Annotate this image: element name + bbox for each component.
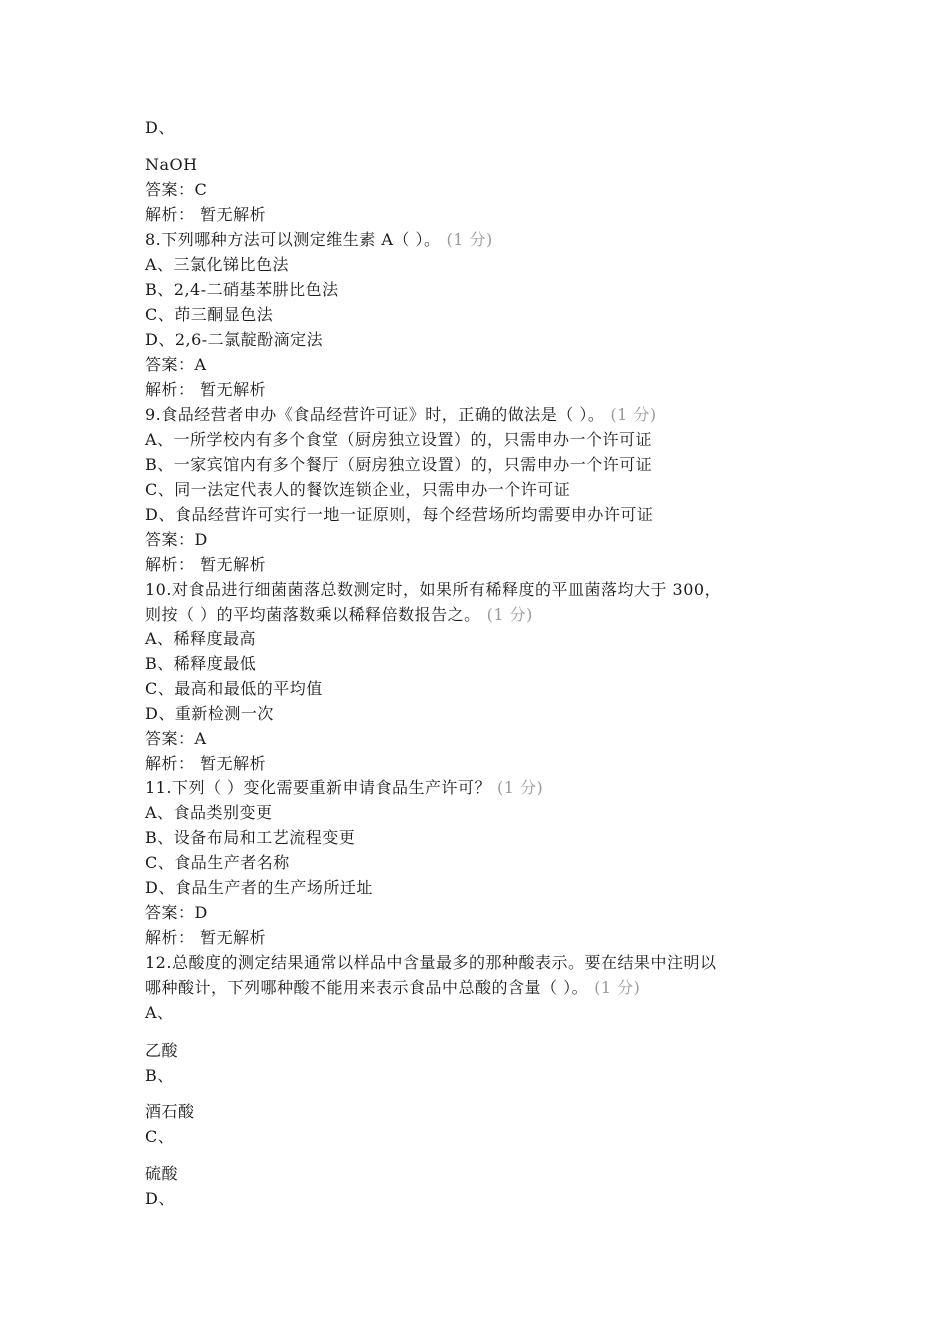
text-line <box>145 778 543 798</box>
text-line <box>145 679 323 699</box>
line-text: D、 <box>145 118 175 137</box>
text-line <box>145 1041 178 1061</box>
line-text: D、 <box>145 1189 175 1208</box>
line-text: 解析： 暂无解析 <box>145 380 267 399</box>
line-text: D、2,6-二氯靛酚滴定法 <box>145 330 324 349</box>
line-text: D、食品生产者的生产场所迁址 <box>145 878 373 897</box>
text-line <box>145 280 339 300</box>
text-line <box>145 803 273 823</box>
text-line <box>145 530 208 550</box>
line-text: B、一家宾馆内有多个餐厅（厨房独立设置）的，只需申办一个许可证 <box>145 455 653 474</box>
line-text: 解析： 暂无解析 <box>145 555 267 574</box>
text-line <box>145 828 355 848</box>
line-text: 答案：A <box>145 355 207 374</box>
text-line <box>145 380 266 400</box>
line-text: D、重新检测一次 <box>145 704 274 723</box>
line-text: 解析： 暂无解析 <box>145 928 267 947</box>
line-text: 答案：D <box>145 530 208 549</box>
line-text: 乙酸 <box>145 1041 179 1060</box>
score-label: (1 分) <box>446 230 493 249</box>
text-line <box>145 978 640 998</box>
line-text: 答案：A <box>145 729 207 748</box>
text-line <box>145 878 373 898</box>
text-line <box>145 230 493 250</box>
text-line <box>145 953 716 973</box>
text-line <box>145 305 273 325</box>
line-text: 则按（ ）的平均菌落数乘以稀释倍数报告之。 <box>145 605 481 624</box>
text-line <box>145 155 198 175</box>
line-text: A、食品类别变更 <box>145 803 273 822</box>
line-text: A、稀释度最高 <box>145 629 257 648</box>
text-line <box>145 205 266 225</box>
line-text: D、食品经营许可实行一地一证原则，每个经营场所均需要申办许可证 <box>145 505 654 524</box>
text-line <box>145 1189 175 1209</box>
text-line <box>145 1164 178 1184</box>
line-text: A、 <box>145 1003 174 1022</box>
text-line <box>145 754 266 774</box>
line-text: 解析： 暂无解析 <box>145 205 267 224</box>
text-line <box>145 405 657 425</box>
text-line <box>145 704 274 724</box>
line-text: 哪种酸计，下列哪种酸不能用来表示食品中总酸的含量（ ）。 <box>145 978 589 997</box>
line-text: 酒石酸 <box>145 1102 195 1121</box>
line-text: 8.下列哪种方法可以测定维生素 A（ ）。 <box>145 230 441 249</box>
line-text: 答案：C <box>145 180 208 199</box>
text-line <box>145 555 266 575</box>
text-line <box>145 853 290 873</box>
line-text: A、一所学校内有多个食堂（厨房独立设置）的，只需申办一个许可证 <box>145 430 653 449</box>
score-label: (1 分) <box>497 778 544 797</box>
line-text: C、同一法定代表人的餐饮连锁企业，只需申办一个许可证 <box>145 480 571 499</box>
text-line <box>145 180 207 200</box>
text-line <box>145 729 207 749</box>
text-line <box>145 1066 174 1086</box>
line-text: C、 <box>145 1127 175 1146</box>
text-line <box>145 255 289 275</box>
text-line <box>145 455 652 475</box>
text-line <box>145 1003 174 1023</box>
line-text: 10.对食品进行细菌菌落总数测定时，如果所有稀释度的平皿菌落均大于 300， <box>145 580 722 599</box>
text-line <box>145 1102 195 1122</box>
line-text: A、三氯化锑比色法 <box>145 255 290 274</box>
score-label: (1 分) <box>594 978 641 997</box>
text-line <box>145 118 175 138</box>
line-text: NaOH <box>145 155 198 174</box>
text-line <box>145 605 533 625</box>
text-line <box>145 580 721 600</box>
text-line <box>145 430 652 450</box>
text-line <box>145 903 208 923</box>
line-text: C、茚三酮显色法 <box>145 305 274 324</box>
line-text: B、 <box>145 1066 174 1085</box>
score-label: (1 分) <box>610 405 657 424</box>
line-text: 硫酸 <box>145 1164 179 1183</box>
line-text: B、2,4-二硝基苯肼比色法 <box>145 280 339 299</box>
line-text: 解析： 暂无解析 <box>145 754 267 773</box>
score-label: (1 分) <box>486 605 533 624</box>
line-text: B、设备布局和工艺流程变更 <box>145 828 356 847</box>
text-line <box>145 330 323 350</box>
text-line <box>145 1127 174 1147</box>
line-text: B、稀释度最低 <box>145 654 257 673</box>
text-line <box>145 355 207 375</box>
line-text: 答案：D <box>145 903 208 922</box>
line-text: 12.总酸度的测定结果通常以样品中含量最多的那种酸表示。要在结果中注明以 <box>145 953 717 972</box>
line-text: 9.食品经营者申办《食品经营许可证》时，正确的做法是（ ）。 <box>145 405 605 424</box>
text-line <box>145 629 256 649</box>
line-text: C、食品生产者名称 <box>145 853 290 872</box>
line-text: C、最高和最低的平均值 <box>145 679 323 698</box>
text-line <box>145 505 653 525</box>
line-text: 11.下列（ ）变化需要重新申请食品生产许可？ <box>145 778 492 797</box>
text-line <box>145 654 256 674</box>
text-line <box>145 480 570 500</box>
text-line <box>145 928 266 948</box>
